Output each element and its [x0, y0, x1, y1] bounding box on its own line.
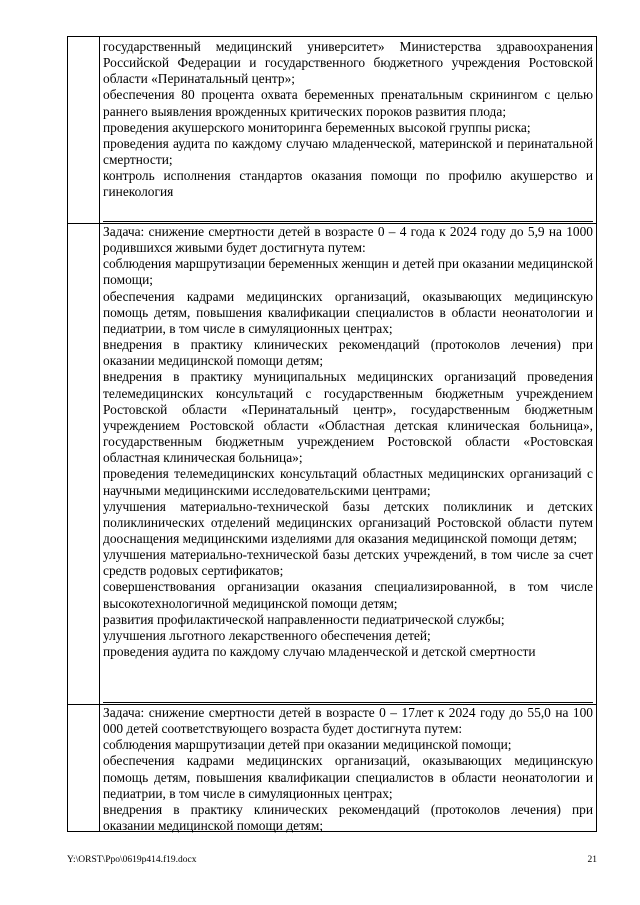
table-row — [103, 39, 593, 201]
table-left-column — [68, 37, 100, 831]
paragraph: проведения аудита по каждому случаю младенческой, материнской и перинатальной смертности; — [103, 135, 593, 168]
paragraph: государственный медицинский университет» Министерства здравоохранения Российской Федерации и государственного бюджетного учреждения Ростовской области «Перинатальный центр»; — [103, 39, 593, 87]
paragraph: обеспечения кадрами медицинских организаций, оказывающих медицинскую помощь детям, повышения квалификации специалистов в области неонатологии и педиатрии, в том числе в симуляционных центрах; — [103, 753, 593, 801]
footer-page-number: 21 — [587, 855, 597, 865]
paragraph: проведения акушерского мониторинга беременных высокой группы риска; — [103, 119, 531, 135]
paragraph: совершенствования организации оказания специализированной, в том числе высокотехнологичной медицинской помощи детям; — [103, 579, 593, 611]
paragraph: внедрения в практику клинических рекомендаций (протоколов лечения) при оказании медицинской помощи детям; — [103, 337, 593, 369]
paragraph: проведения телемедицинских консультаций областных медицинских организаций с научными медицинскими исследовательскими центрами; — [103, 466, 593, 498]
paragraph: Задача: снижение смертности детей в возрасте 0 – 17лет к 2024 году до 55,0 на 100 000 детей соответствующего возраста будет достигнута путем: — [103, 705, 593, 737]
paragraph: улучшения материально-технической базы детских поликлиник и детских поликлинических отделений медицинских организаций Ростовской области путем дооснащения медицинскими изделиями для оказания медицинской помощи детям; — [103, 498, 593, 546]
row-underline — [103, 702, 593, 703]
table-row — [103, 224, 593, 660]
paragraph: обеспечения 80 процента охвата беременных пренатальным скринингом с целью раннего выявления врожденных критических пороков развития плода; — [103, 87, 593, 119]
paragraph: внедрения в практику муниципальных медицинских организаций проведения телемедицинских консультаций с государственным бюджетным учреждением Ростовской области «Перинатальный центр», государственным бюджетным учреждением Ростовской области «Областная детская клиническая больница», государственным бюджетным учреждением Ростовской области «Ростовская областная клиническая больница»; — [103, 369, 593, 466]
measures-table — [67, 36, 597, 832]
paragraph: контроль исполнения стандартов оказания помощи по профилю акушерство и гинекология — [103, 168, 593, 200]
table-row — [103, 705, 593, 834]
row-underline — [103, 221, 593, 222]
paragraph: внедрения в практику клинических рекомендаций (протоколов лечения) при оказании медицинской помощи детям; — [103, 801, 593, 834]
paragraph: Задача: снижение смертности детей в возрасте 0 – 4 года к 2024 году до 5,9 на 1000 родившихся живыми будет достигнута путем: — [103, 224, 593, 256]
paragraph: соблюдения маршрутизации беременных женщин и детей при оказании медицинской помощи; — [103, 256, 593, 288]
paragraph: соблюдения маршрутизации детей при оказании медицинской помощи; — [103, 737, 512, 753]
paragraph: улучшения материально-технической базы детских учреждений, в том числе за счет средств родовых сертификатов; — [103, 547, 593, 579]
footer-file-path: Y:\ORST\Ppo\0619p414.f19.docx — [67, 855, 197, 865]
paragraph: улучшения льготного лекарственного обеспечения детей; — [103, 627, 431, 643]
paragraph: проведения аудита по каждому случаю младенческой и детской смертности — [103, 644, 536, 660]
paragraph: развития профилактической направленности педиатрической службы; — [103, 611, 505, 627]
paragraph: обеспечения кадрами медицинских организаций, оказывающих медицинскую помощь детям, повышения квалификации специалистов в области неонатологии и педиатрии, в том числе в симуляционных центрах; — [103, 288, 593, 336]
